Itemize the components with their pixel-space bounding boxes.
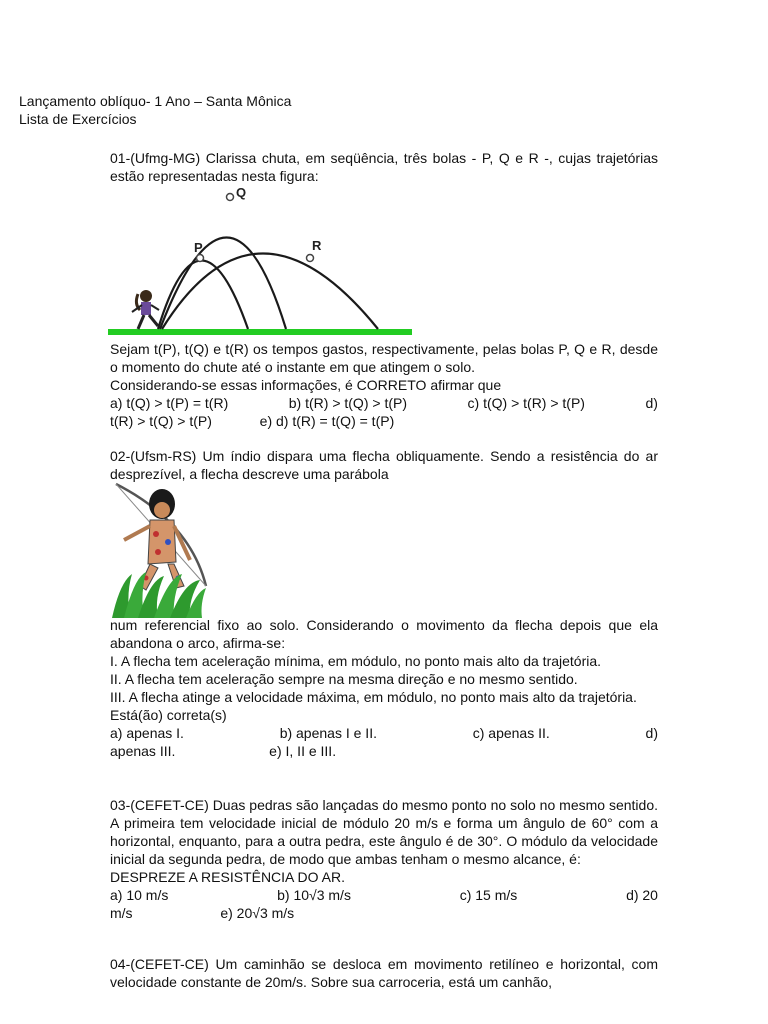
question-3 — [110, 796, 658, 922]
q2-option-d: d) — [645, 725, 658, 741]
question-1-text: Sejam t(P), t(Q) e t(R) os tempos gastos, respectivamente, pelas bolas P, Q e R, desde o momento do chute até o instante em que atingem o solo. — [110, 341, 658, 375]
q1-option-d-cont: t(R) > t(Q) > t(P) — [110, 413, 212, 429]
archer-figure — [110, 482, 210, 618]
question-1-statement: 01-(Ufmg-MG) Clarissa chuta, em seqüência, três bolas - P, Q e R -, cujas trajetórias estão representadas nesta figura: — [110, 150, 658, 184]
question-2-item-2: II. A flecha tem aceleração sempre na mesma direção e no mesmo sentido. — [110, 671, 578, 687]
label-p: P — [194, 240, 203, 255]
question-1-options-row-2 — [110, 412, 658, 430]
ball-q — [227, 194, 234, 201]
question-1-prompt: Considerando-se essas informações, é CORRETO afirmar que — [110, 377, 502, 393]
q1-option-c: c) t(Q) > t(R) > t(P) — [467, 395, 585, 411]
question-2-options-row-2 — [110, 742, 658, 760]
trajectory-q — [160, 238, 286, 330]
q2-option-e: e) I, II e III. — [269, 743, 337, 759]
question-2-item-3: III. A flecha atinge a velocidade máxima, em módulo, no ponto mais alto da trajetória. — [110, 689, 637, 705]
question-1-options-row — [110, 394, 658, 412]
q3-option-e: e) 20√3 m/s — [220, 905, 295, 921]
q3-option-d: d) 20 — [626, 887, 658, 903]
trajectory-p — [158, 261, 248, 330]
q1-option-e: e) d) t(R) = t(Q) = t(P) — [259, 413, 395, 429]
q3-option-a: a) 10 m/s — [110, 887, 169, 903]
question-4-statement: 04-(CEFET-CE) Um caminhão se desloca em movimento retilíneo e horizontal, com velocidade constante de 20m/s. Sobre sua carroceria, está um canhão, — [110, 956, 658, 990]
q1-option-d: d) — [645, 395, 658, 411]
question-2-statement: 02-(Ufsm-RS) Um índio dispara uma flecha obliquamente. Sendo a resistência do ar desprezível, a flecha descreve uma parábola — [110, 448, 658, 482]
ball-r — [307, 255, 314, 262]
q3-option-d-cont: m/s — [110, 905, 133, 921]
q3-option-c: c) 15 m/s — [459, 887, 518, 903]
question-2-prompt: Está(ão) correta(s) — [110, 707, 227, 723]
q2-option-c: c) apenas II. — [472, 725, 550, 741]
question-3-note: DESPREZE A RESISTÊNCIA DO AR. — [110, 869, 345, 885]
question-3-statement: 03-(CEFET-CE) Duas pedras são lançadas do mesmo ponto no solo no mesmo sentido. A primeira tem velocidade inicial de módulo 20 m/s e forma um ângulo de 60° com a horizontal, enquanto, para a outra pedra, este ângulo é de 30°. O módulo da velocidade inicial da segunda pedra, de modo que ambas tenham o mesmo alcance, é: — [110, 797, 658, 867]
q2-option-a: a) apenas I. — [110, 725, 184, 741]
question-3-options-row-2 — [110, 904, 658, 922]
question-2-body — [110, 616, 658, 760]
document-subtitle: Lista de Exercícios — [19, 111, 137, 127]
q3-option-b: b) 10√3 m/s — [277, 887, 351, 903]
question-2-options-row — [110, 724, 658, 742]
question-4 — [110, 955, 658, 991]
question-2-text: num referencial fixo ao solo. Considerando o movimento da flecha depois que ela abandona o arco, afirma-se: — [110, 617, 658, 651]
document-title: Lançamento oblíquo- 1 Ano – Santa Mônica — [19, 93, 292, 109]
grass-icon — [112, 572, 206, 618]
ground-line — [108, 329, 412, 335]
trajectory-r — [162, 254, 378, 330]
question-2-intro — [110, 447, 658, 483]
trajectory-figure — [108, 186, 413, 338]
label-q: Q — [236, 186, 247, 200]
ball-p — [197, 255, 204, 262]
question-1-body — [110, 340, 658, 430]
label-r: R — [312, 238, 322, 253]
kicking-girl-icon — [132, 290, 159, 329]
q1-option-a: a) t(Q) > t(P) = t(R) — [110, 395, 229, 411]
q2-option-d-cont: apenas III. — [110, 743, 176, 759]
question-1-intro — [110, 149, 658, 185]
question-3-options-row — [110, 886, 658, 904]
q2-option-b: b) apenas I e II. — [279, 725, 377, 741]
archer-icon — [116, 484, 206, 590]
question-2-item-1: I. A flecha tem aceleração mínima, em módulo, no ponto mais alto da trajetória. — [110, 653, 602, 669]
q1-option-b: b) t(R) > t(Q) > t(P) — [288, 395, 407, 411]
